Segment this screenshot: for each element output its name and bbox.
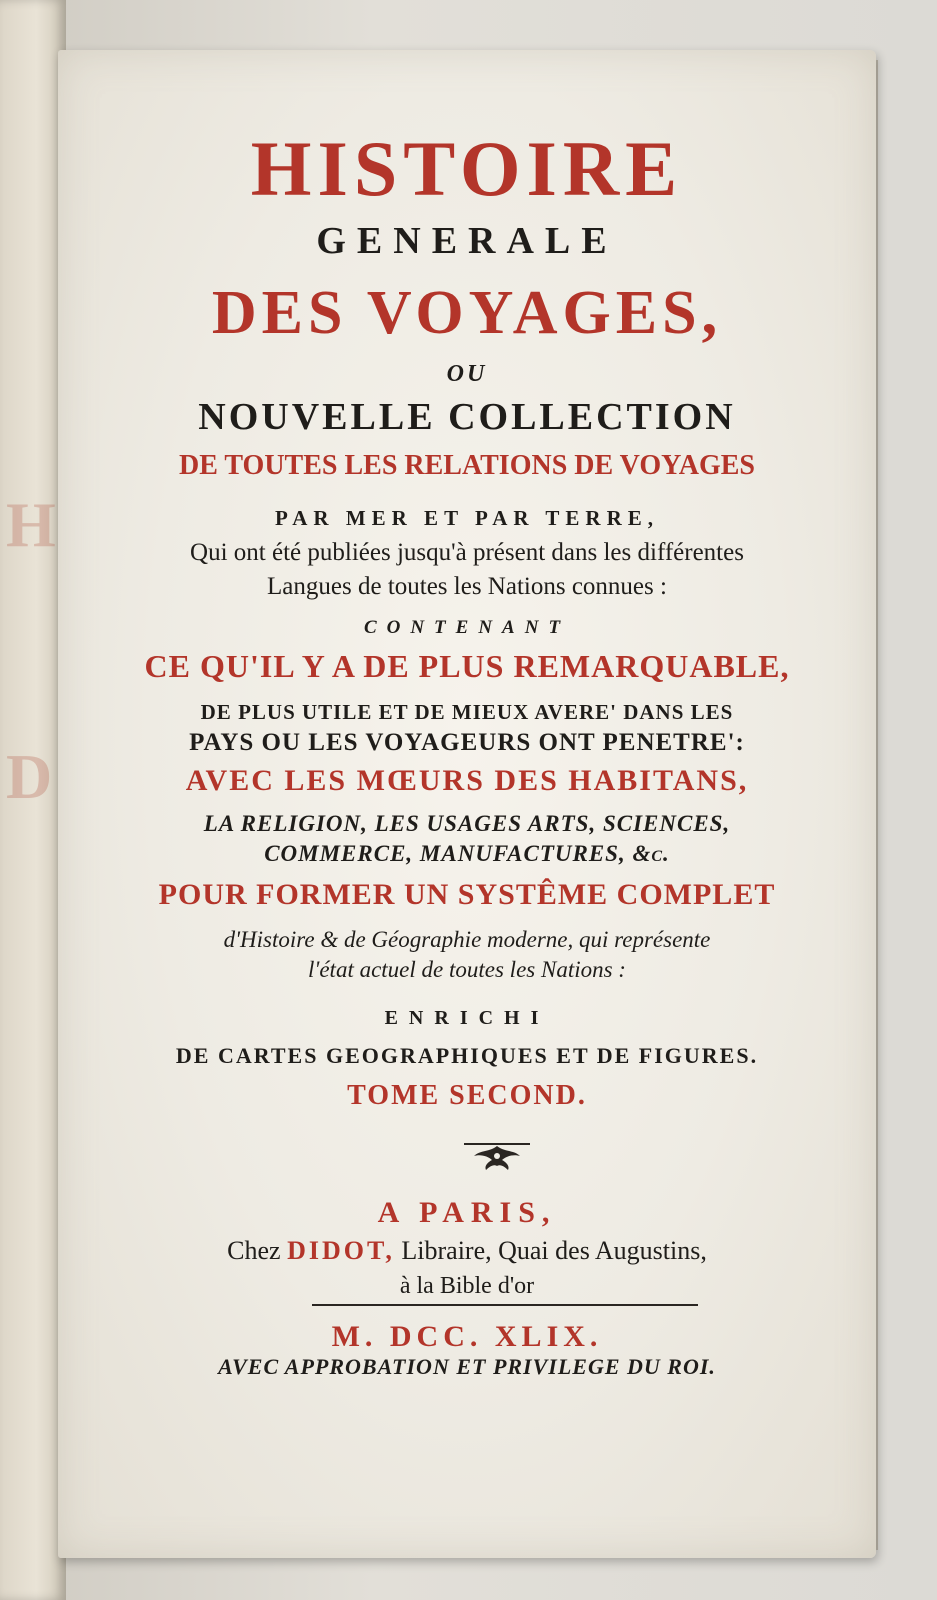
- text-de-plus-utile: DE PLUS UTILE ET DE MIEUX AVERE' DANS LES: [200, 700, 734, 724]
- text-dhistoire: d'Histoire & de Géographie moderne, qui représente: [223, 927, 711, 952]
- imprint-year: M. DCC. XLIX.: [331, 1320, 603, 1353]
- text-pour-former: POUR FORMER UN SYSTÊME COMPLET: [158, 878, 776, 911]
- title-des-voyages: DES VOYAGES,: [211, 279, 723, 347]
- imprint-city: A PARIS,: [377, 1196, 557, 1229]
- title-ou: OU: [446, 361, 488, 387]
- show-through-letter-h: H: [6, 489, 56, 560]
- imprint-publisher-line: [58, 1238, 876, 1264]
- text-par-mer: PAR MER ET PAR TERRE,: [274, 506, 660, 530]
- imprint-chez: Chez: [227, 1236, 281, 1265]
- fleuron-ornament-icon: [462, 1140, 532, 1174]
- text-de-cartes: DE CARTES GEOGRAPHIQUES ET DE FIGURES.: [175, 1043, 759, 1068]
- text-commerce: COMMERCE, MANUFACTURES, &c.: [264, 841, 670, 866]
- text-langues: Langues de toutes les Nations connues :: [267, 573, 667, 600]
- title-generale: GENERALE: [316, 220, 618, 262]
- title-toutes-les-relations: DE TOUTES LES RELATIONS DE VOYAGES: [179, 450, 755, 481]
- imprint-publisher: DIDOT,: [287, 1236, 395, 1265]
- title-page: [58, 50, 876, 1558]
- text-qui-ont-ete: Qui ont été publiées jusqu'à présent dans les différentes: [190, 539, 744, 566]
- show-through-letter-d: D: [6, 741, 53, 812]
- imprint-address: Libraire, Quai des Augustins,: [401, 1236, 707, 1265]
- text-ce-quil: CE QU'IL Y A DE PLUS REMARQUABLE,: [144, 648, 790, 684]
- text-contenant: CONTENANT: [363, 617, 571, 638]
- text-pays: PAYS OU LES VOYAGEURS ONT PENETRE':: [189, 729, 745, 756]
- title-histoire: HISTOIRE: [250, 125, 684, 212]
- imprint-privilege: AVEC APPROBATION ET PRIVILEGE DU ROI.: [218, 1354, 716, 1379]
- text-letat-actuel: l'état actuel de toutes les Nations :: [308, 957, 626, 982]
- imprint-sign: à la Bible d'or: [399, 1273, 535, 1299]
- divider-rule: [312, 1304, 698, 1306]
- title-nouvelle-collection: NOUVELLE COLLECTION: [198, 396, 736, 438]
- text-avec-les-moeurs: AVEC LES MŒURS DES HABITANS,: [185, 764, 749, 797]
- text-la-religion: LA RELIGION, LES USAGES ARTS, SCIENCES,: [203, 811, 731, 836]
- facing-page-edge: [0, 0, 66, 1600]
- text-tome-second: TOME SECOND.: [347, 1080, 587, 1111]
- text-enrichi: ENRICHI: [384, 1007, 550, 1029]
